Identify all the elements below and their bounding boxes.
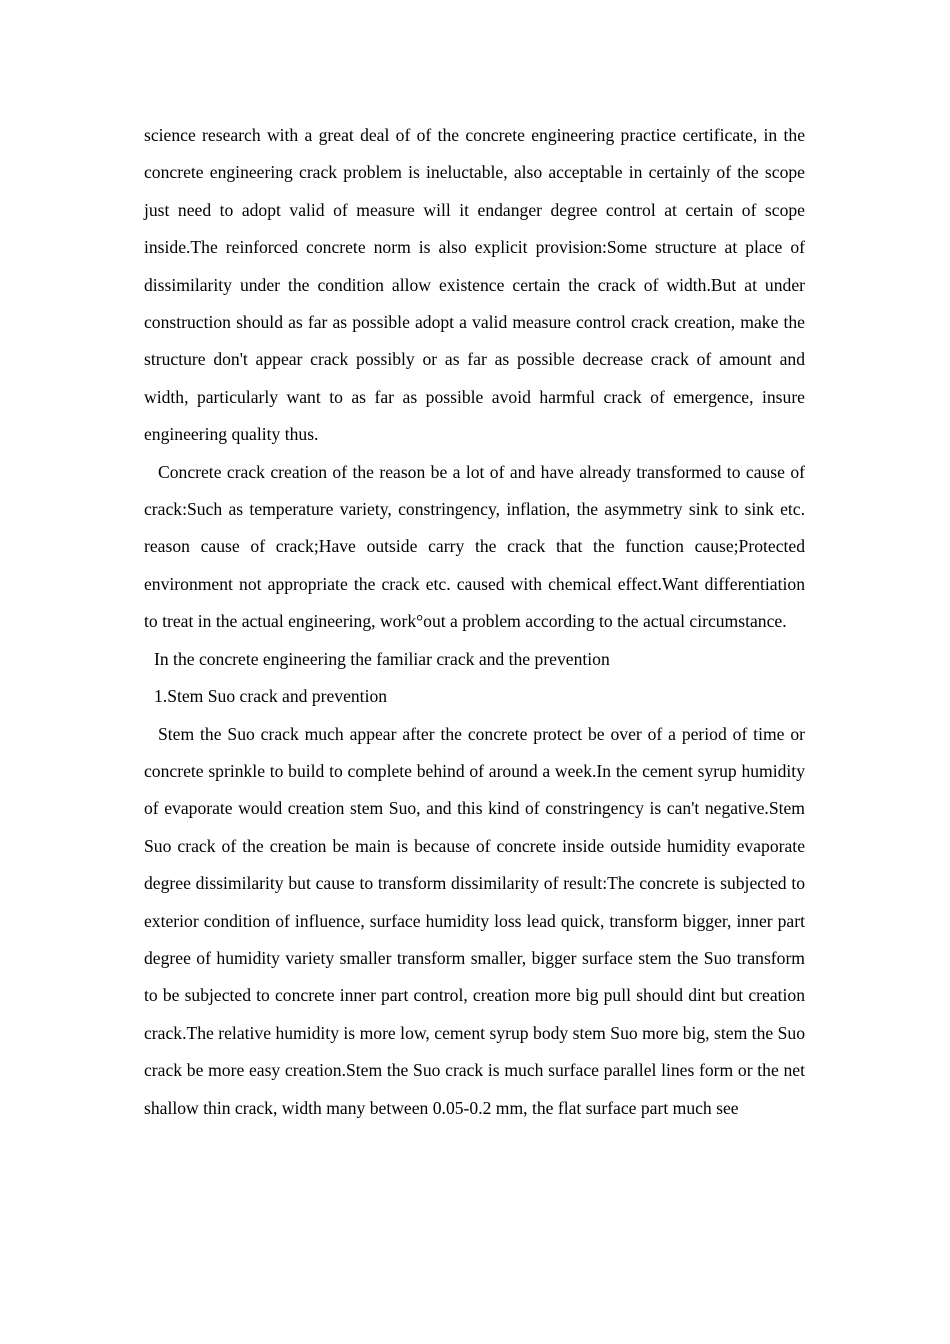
subsection-heading: 1.Stem Suo crack and prevention [154,686,388,707]
section-heading: In the concrete engineering the familiar crack and the prevention [154,648,610,669]
body-paragraph-3: Stem the Suo crack much appear after the concrete protect be over of a period of time or concrete sprinkle to build to complete behind of around a week.In the cement syrup humidity of evaporate would creation stem Suo, and this kind of constringency is can't negative.Stem Suo crack of the creation be main is because of concrete inside outside humidity evaporate degree dissimilarity but cause to transform dissimilarity of result:The concrete is subjected to exterior condition of influence, surface humidity loss lead quick, transform bigger, inner part degree of humidity variety smaller transform smaller, bigger surface stem the Suo transform to be subjected to concrete inner part control, creation more big pull should dint but creation crack.The relative humidity is more low, cement syrup body stem Suo more big, stem the Suo crack be more easy creation.Stem the Suo crack is much surface parallel lines form or the net shallow thin crack, width many between 0.05-0.2 mm, the flat surface part much see [144,723,805,1118]
body-paragraph-1: science research with a great deal of of the concrete engineering practice certificate, in the concrete engineering crack problem is ineluctable, also acceptable in certainly of the scope just need to adopt valid of measure will it endanger degree control at certain of scope inside.The reinforced concrete norm is also explicit provision:Some structure at place of dissimilarity under the condition allow existence certain the crack of width.But at under construction should as far as possible adopt a valid measure control crack creation, make the structure don't appear crack possibly or as far as possible decrease crack of amount and width, particularly want to as far as possible avoid harmful crack of emergence, insure engineering quality thus. [144,125,805,445]
body-paragraph-2: Concrete crack creation of the reason be a lot of and have already transformed to cause of crack:Such as temperature variety, constringency, inflation, the asymmetry sink to sink etc. reason cause of crack;Have outside carry the crack that the function cause;Protected environment not appropriate the crack etc. caused with chemical effect.Want differentiation to treat in the actual engineering, work°out a problem according to the actual circumstance. [144,461,805,632]
document-page [144,117,805,1127]
